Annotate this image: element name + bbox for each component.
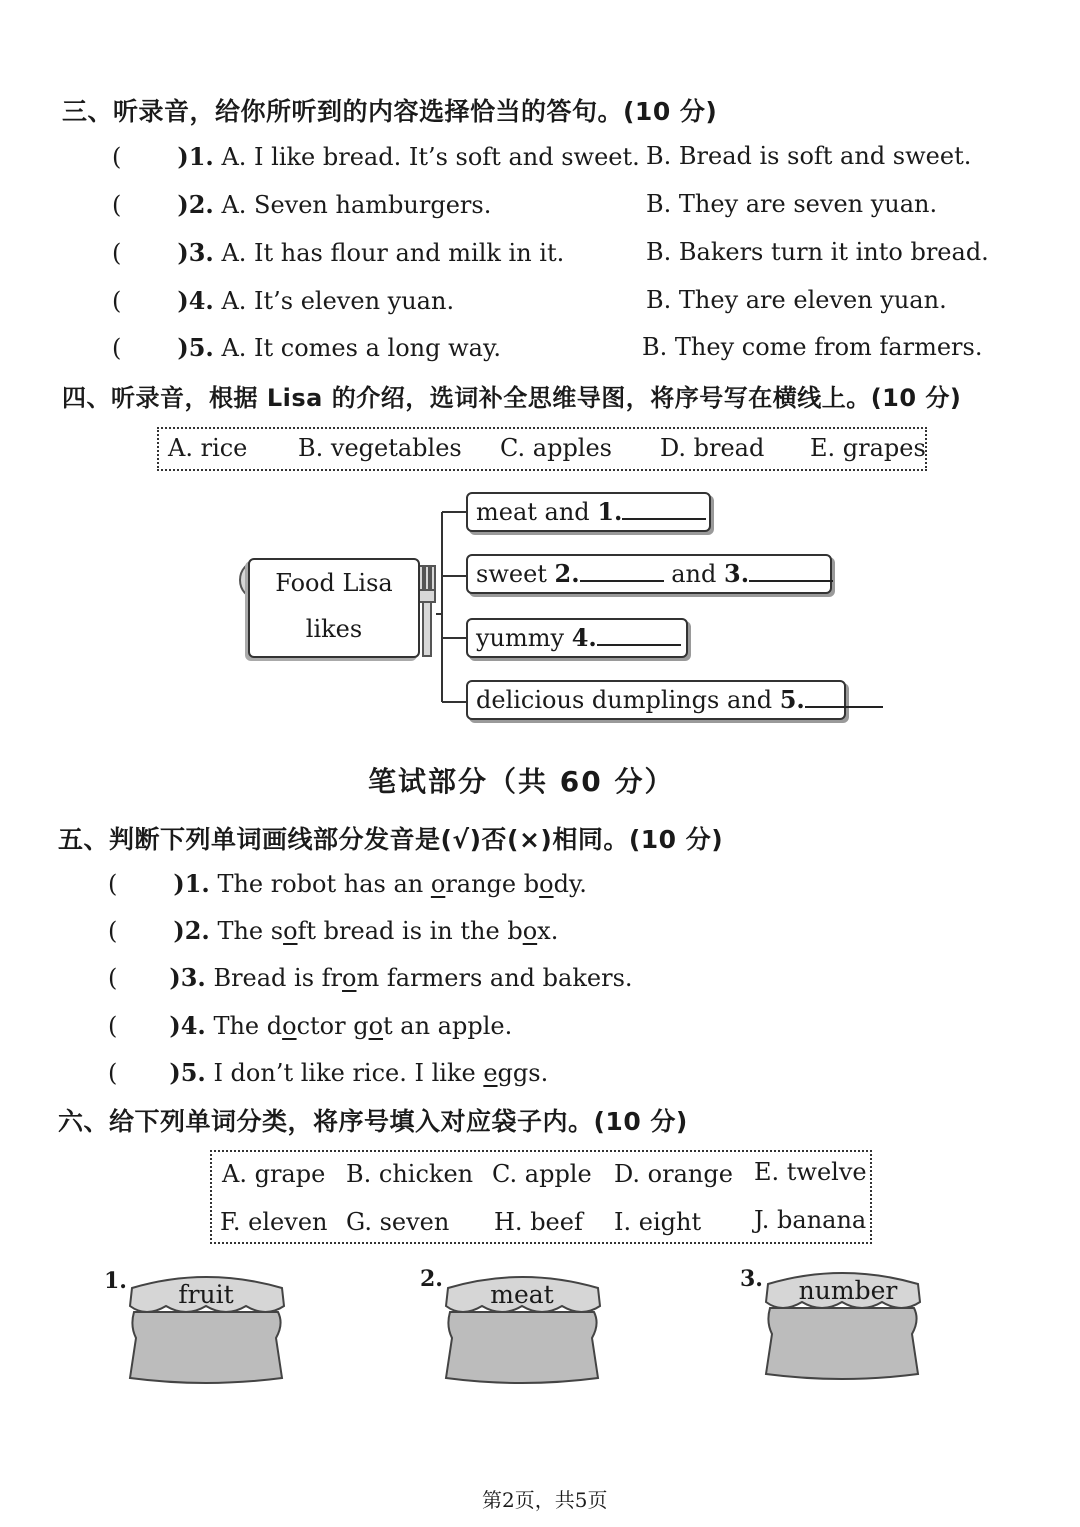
classify-option-b: B. chicken [346,1160,474,1188]
answer-paren[interactable]: ( [112,143,122,171]
question-number: )5. [177,333,214,362]
option-a: A. It comes a long way. [221,334,501,362]
classify-option-d: D. orange [614,1160,733,1188]
answer-paren[interactable]: ( [108,1012,118,1040]
page-footer: 第2页，共5页 [482,1488,608,1512]
word-option-e: E. grapes [810,434,926,462]
bag-3-label: number [798,1276,898,1305]
sentence-part: range b [445,870,540,898]
branch-3-number: 4. [571,623,597,652]
option-a: A. Seven hamburgers. [221,191,492,219]
question-number: )3. [169,963,206,992]
sentence-part: m farmers and bakers. [356,964,633,992]
question-number: )3. [177,238,214,267]
branch-4-text: delicious dumplings and [476,686,780,714]
sentence-part: The d [213,1012,283,1040]
answer-paren[interactable]: ( [112,191,122,219]
pronunciation-question-2 [108,916,558,945]
sentence-part: ft bread is in the b [297,917,523,945]
answer-blank-2[interactable] [580,558,664,582]
sentence-part: Bread is fr [213,964,343,992]
answer-blank-3[interactable] [749,558,833,582]
word-option-c: C. apples [500,434,612,462]
underlined-letter: o [342,964,357,992]
bag-1-label: fruit [178,1280,234,1309]
option-b: B. Bakers turn it into bread. [646,238,989,266]
option-b: B. They come from farmers. [642,333,983,361]
branch-2-text: sweet [476,560,555,588]
answer-paren[interactable]: ( [108,1059,118,1087]
question-number: )4. [177,286,214,315]
underlined-letter: o [430,870,446,898]
listening-question-3 [112,238,564,267]
option-b: B. They are eleven yuan. [646,286,947,314]
branch-2-number: 2. [554,559,580,588]
branch-3-text: yummy [476,624,572,652]
branch-2 [466,554,832,594]
option-a: A. I like bread. It’s soft and sweet. [221,143,640,171]
classify-option-g: G. seven [346,1208,450,1236]
section5-heading: 五、判断下列单词画线部分发音是(√)否(×)相同。(10 分) [58,825,724,854]
option-a: A. It has flour and milk in it. [221,239,565,267]
center-line-2: likes [305,615,363,643]
answer-paren[interactable]: ( [108,870,118,898]
underlined-letter: o [539,870,554,898]
answer-paren[interactable]: ( [108,964,118,992]
answer-blank-1[interactable] [622,496,706,520]
bag-3-number: 3. [740,1266,763,1292]
option-b: B. They are seven yuan. [646,190,938,218]
center-line-1: Food Lisa [275,569,393,597]
branch-2-number-2: 3. [724,559,750,588]
pronunciation-question-5 [108,1058,548,1087]
classify-option-h: H. beef [494,1208,583,1236]
classify-option-i: I. eight [614,1208,702,1236]
listening-question-5 [112,333,501,362]
pronunciation-question-1 [108,869,587,898]
branch-1-text: meat and [476,498,598,526]
listening-question-4 [112,286,454,315]
classify-option-f: F. eleven [220,1208,328,1236]
classify-option-c: C. apple [492,1160,592,1188]
answer-paren[interactable]: ( [108,917,118,945]
underlined-letter: o [368,1012,384,1040]
classify-option-j: J. banana [754,1206,867,1234]
mind-map-center [248,558,420,658]
underlined-letter: o [282,1012,297,1040]
answer-paren[interactable]: ( [112,334,122,362]
pronunciation-question-3 [108,963,633,992]
section3-heading: 三、听录音，给你所听到的内容选择恰当的答句。(10 分) [62,97,718,126]
question-number: )1. [177,142,214,171]
sentence-part: x. [537,917,559,945]
bag-2-label: meat [490,1280,554,1309]
underlined-letter: o [522,917,538,945]
classify-option-a: A. grape [222,1160,326,1188]
option-b: B. Bread is soft and sweet. [646,142,972,170]
classify-option-e: E. twelve [754,1158,867,1186]
sentence-part: dy. [553,870,587,898]
branch-2-mid-text: and [663,560,724,588]
sentence-part: ctor g [296,1012,369,1040]
pronunciation-question-4 [108,1011,512,1040]
question-number: )2. [177,190,214,219]
answer-blank-4[interactable] [597,622,681,646]
sentence-part: The robot has an [217,870,431,898]
written-part-title: 笔试部分（共 60 分） [368,765,675,798]
word-option-d: D. bread [660,434,765,462]
sentence-part: t an apple. [383,1012,513,1040]
branch-1-number: 1. [597,497,623,526]
answer-paren[interactable]: ( [112,239,122,267]
option-a: A. It’s eleven yuan. [221,287,455,315]
listening-question-1 [112,142,640,171]
word-option-b: B. vegetables [298,434,462,462]
section4-heading: 四、听录音，根据 Lisa 的介绍，选词补全思维导图，将序号写在横线上。(10 分) [62,384,962,412]
word-option-a: A. rice [168,434,248,462]
branch-3 [466,618,688,658]
answer-paren[interactable]: ( [112,287,122,315]
sentence-part: ggs. [497,1059,549,1087]
branch-4-number: 5. [779,685,805,714]
branch-4 [466,680,846,720]
underlined-letter: e [483,1059,498,1087]
question-number: )4. [169,1011,206,1040]
answer-blank-5[interactable] [805,684,883,708]
question-number: )2. [173,916,210,945]
question-number: )5. [169,1058,206,1087]
section6-heading: 六、给下列单词分类，将序号填入对应袋子内。(10 分) [58,1107,688,1136]
question-number: )1. [173,869,210,898]
branch-1 [466,492,711,532]
sentence-part: The s [217,917,284,945]
bag-1-number: 1. [104,1268,127,1294]
listening-question-2 [112,190,491,219]
bag-2-number: 2. [420,1266,443,1292]
sentence-part: I don’t like rice. I like [213,1059,484,1087]
underlined-letter: o [283,917,298,945]
